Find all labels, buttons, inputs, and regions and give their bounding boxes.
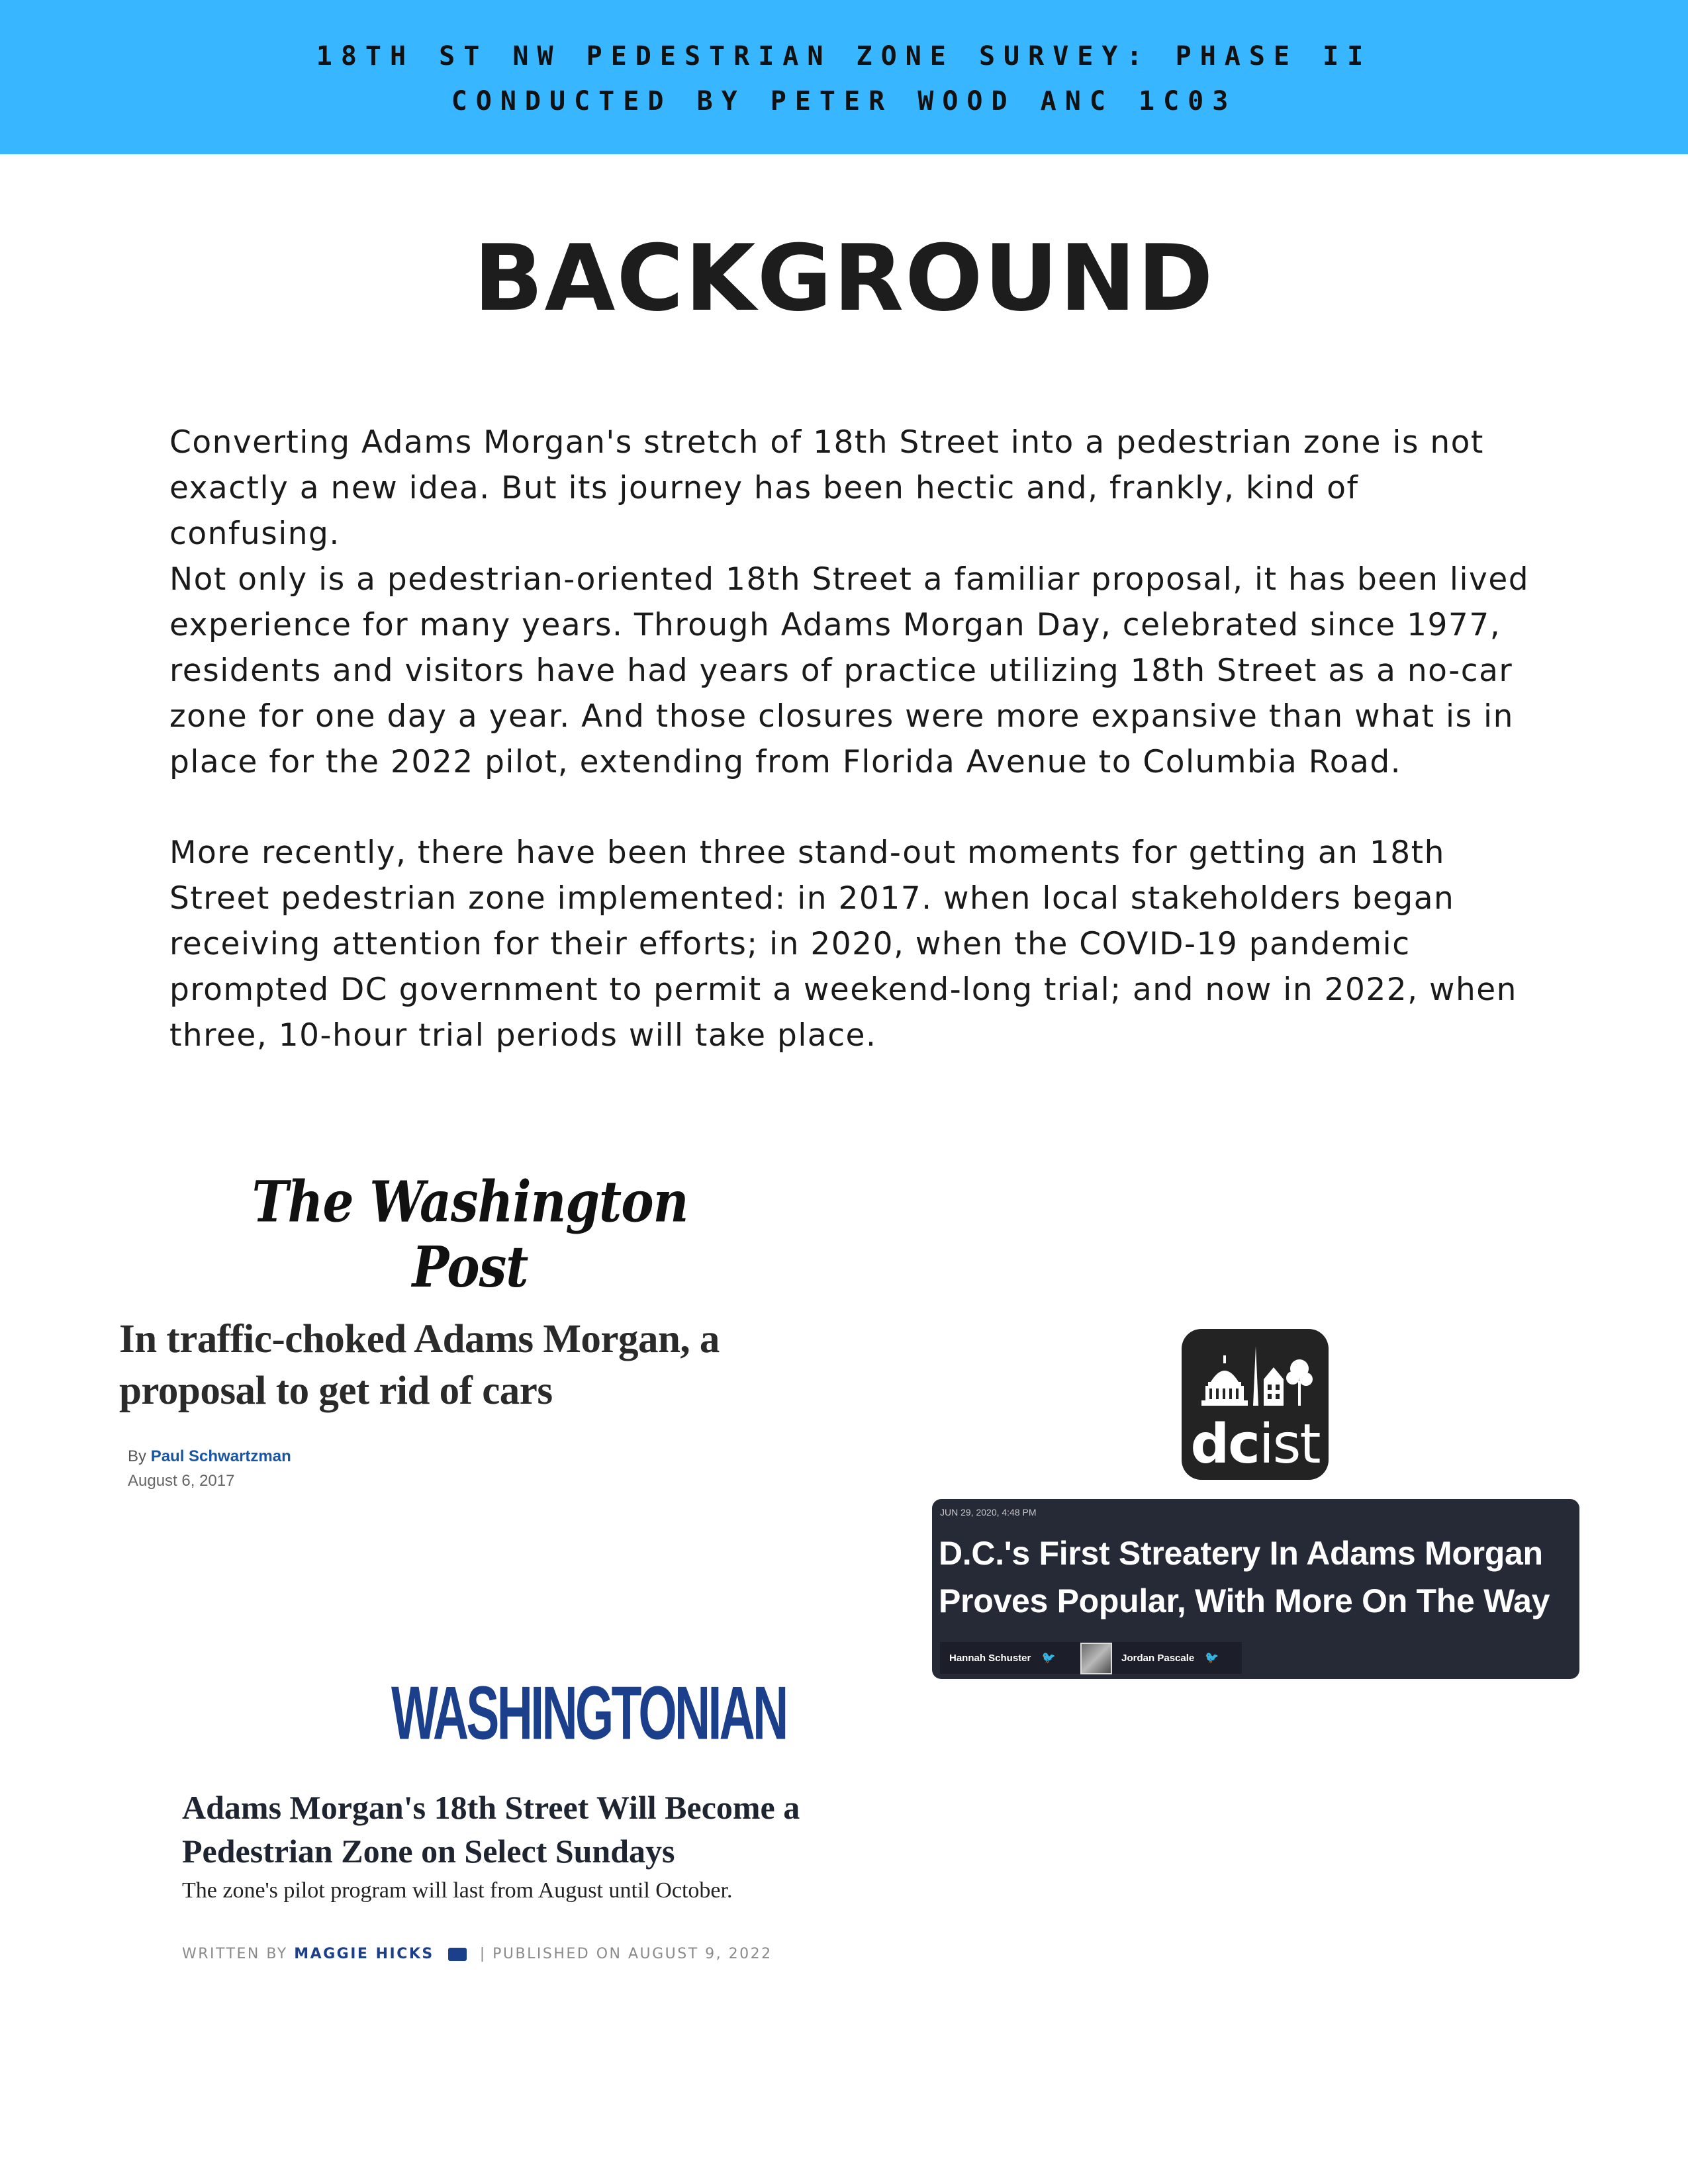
twitter-icon: 🐦: [1041, 1651, 1056, 1664]
paragraph-intro: Converting Adams Morgan's stretch of 18th Street into a pedestrian zone is not exactly a new idea. But its journey has been hectic and, frankly, kind of confusing.: [169, 424, 1484, 552]
dcist-headline: D.C.'s First Streatery In Adams Morgan Proves Popular, With More On The Way: [939, 1535, 1550, 1619]
dcist-wordmark: dcist: [1190, 1413, 1320, 1476]
paragraph-recent: More recently, there have been three stand-out moments for getting an 18th Street pedestrian zone implemented: in 2017. when local stakeholders began receiving attention for their efforts; in 2020, when the COVID-19 pandemic prompted DC government to permit a weekend-long trial; and now in 2022, when three, 10-hour trial periods will take place.: [169, 835, 1517, 1054]
page-title: BACKGROUND: [473, 225, 1215, 332]
written-by-label: WRITTEN BY: [182, 1946, 288, 1962]
survey-conductor: CONDUCTED BY PETER WOOD ANC 1C03: [451, 86, 1237, 116]
wapo-by-prefix: By: [128, 1447, 147, 1465]
survey-title: 18TH ST NW PEDESTRIAN ZONE SURVEY: PHASE II: [316, 41, 1372, 71]
wapo-date: August 6, 2017: [128, 1472, 235, 1490]
paragraph-history: Not only is a pedestrian-oriented 18th Street a familiar proposal, it has been lived experience for many years. Through Adams Morgan Day, celebrated since 1977, residents and visitors have had years of practice utilizing 18th Street as a no-car zone for one day a year. And those closures were more expansive than what is in place for the 2022 pilot, extending from Florida Avenue to Columbia Road.: [169, 561, 1530, 780]
wapo-headline: In traffic-choked Adams Morgan, a proposal to get rid of cars: [119, 1317, 720, 1413]
washingtonian-subhead: The zone's pilot program will last from August until October.: [182, 1878, 733, 1903]
dc-skyline-icon: [1195, 1342, 1315, 1415]
dcist-author-jordan: Jordan Pascale 🐦: [1071, 1642, 1242, 1674]
washingtonian-author: MAGGIE HICKS: [294, 1946, 434, 1962]
mail-icon: [448, 1948, 467, 1961]
dcist-article-card: [932, 1499, 1579, 1679]
header-banner: [0, 0, 1688, 154]
published-date: | PUBLISHED ON AUGUST 9, 2022: [479, 1946, 773, 1962]
washingtonian-byline: [182, 1946, 773, 1962]
dcist-author-hannah: Hannah Schuster 🐦: [940, 1642, 1084, 1674]
dcist-date: JUN 29, 2020, 4:48 PM: [940, 1507, 1037, 1518]
washingtonian-masthead-logo: WASHINGTONIAN: [391, 1671, 786, 1756]
dcist-logo: [1182, 1329, 1329, 1480]
wapo-byline: [128, 1447, 291, 1466]
wapo-masthead-logo: The Washington Post: [252, 1169, 688, 1300]
washingtonian-headline: Adams Morgan's 18th Street Will Become a Pedestrian Zone on Select Sundays: [182, 1789, 800, 1870]
wapo-author: Paul Schwartzman: [150, 1447, 291, 1465]
avatar: [1080, 1643, 1112, 1674]
twitter-icon: 🐦: [1205, 1651, 1219, 1664]
